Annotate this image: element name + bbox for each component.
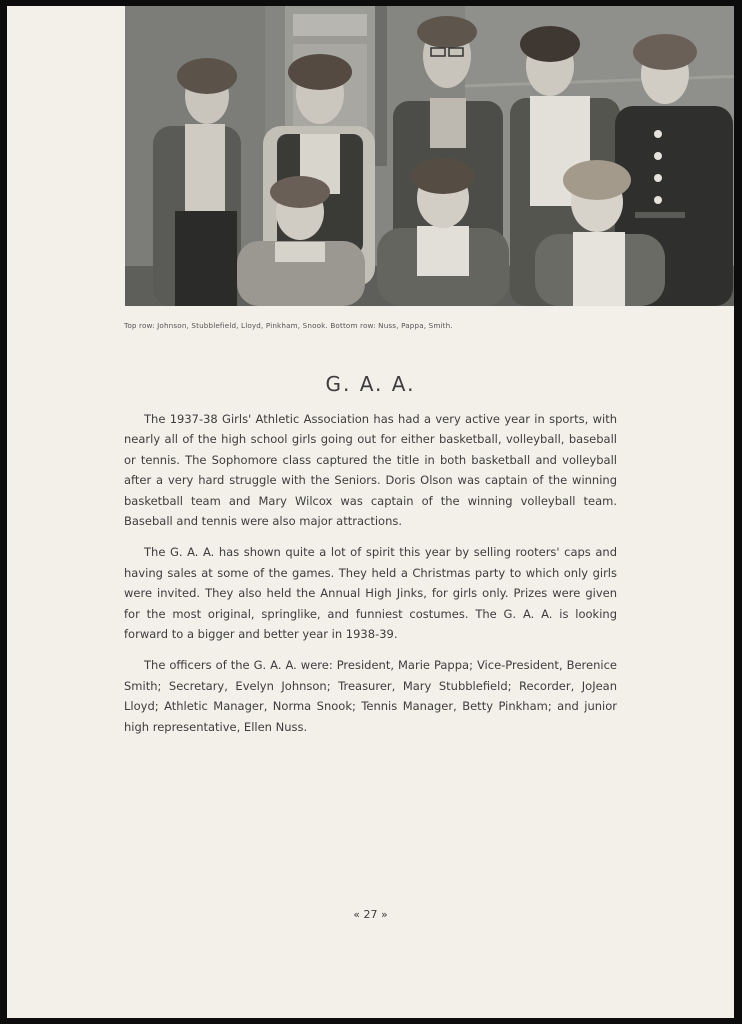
paragraph-activities: The G. A. A. has shown quite a lot of spirit this year by selling rooters' caps and having sales at some of the games. They held a Christmas party to which only girls were invited. They also held the Annual High Jinks, for girls only. Prizes were given for the most original, springlike, and funniest costumes. The G. A. A. is looking forward to a bigger and better year in 1938-39.	[124, 545, 617, 642]
page-title: G. A. A.	[325, 372, 416, 396]
page-number: « 27 »	[353, 908, 388, 921]
yearbook-page	[7, 6, 734, 1018]
paragraph-sports: The 1937-38 Girls' Athletic Association has had a very active year in sports, with nearly all of the high school girls going out for either basketball, volleyball, baseball or tennis. The Sophomore class captured the title in both basketball and volleyball after a very hard struggle with the Seniors. Doris Olson was captain of the winning basketball team and Mary Wilcox was captain of the winning volleyball team. Baseball and tennis were also major attractions.	[124, 412, 617, 529]
paragraph-officers: The officers of the G. A. A. were: President, Marie Pappa; Vice-President, Berenice Smith; Secretary, Evelyn Johnson; Treasurer, Mary Stubblefield; Recorder, JoJean Lloyd; Athletic Manager, Norma Snook; Tennis Manager, Betty Pinkham; and junior high representative, Ellen Nuss.	[124, 658, 617, 734]
article-body	[124, 409, 617, 748]
group-photo-illustration	[125, 6, 734, 306]
group-photo	[125, 6, 734, 306]
photo-caption: Top row: Johnson, Stubblefield, Lloyd, Pinkham, Snook. Bottom row: Nuss, Pappa, Smith.	[124, 321, 453, 330]
